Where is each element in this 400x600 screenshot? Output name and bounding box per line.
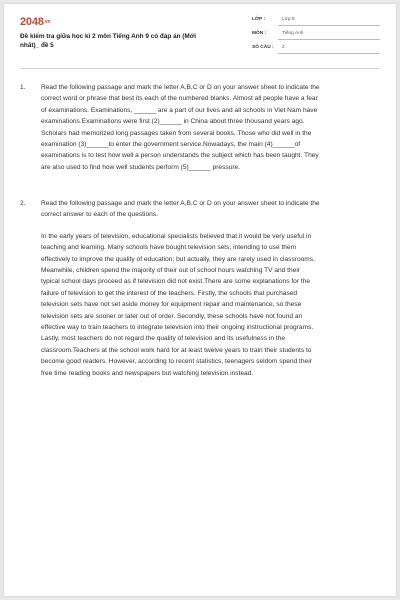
meta-value: Tiếng Anh bbox=[282, 31, 304, 36]
text-line: Read the following passage and mark the letter A,B,C or D on your answer sheet to indicate the bbox=[41, 200, 320, 207]
text-line: Read the following passage and mark the letter A,B,C or D on your answer sheet to indicate the bbox=[41, 84, 320, 91]
passage-line: typical school days proceed as if television did not exist.There are some explanations for the bbox=[41, 278, 311, 286]
passage-line: Lastly, most teachers do not regard the quality of television and its usefulness in the bbox=[41, 335, 285, 343]
passage-line: television sets have not set aside money for equipment repair and maintenance, so these bbox=[41, 301, 302, 309]
document-page bbox=[4, 4, 396, 596]
meta-key: SỐ CÂU : bbox=[252, 45, 274, 50]
logo-text: 2048 bbox=[20, 16, 44, 28]
logo-suffix: .vn bbox=[43, 19, 51, 26]
question-number: 1. bbox=[20, 84, 26, 91]
meta-underline bbox=[278, 39, 380, 40]
passage-line: free time reading books and newspapers but watching television instead. bbox=[41, 369, 254, 377]
document-title bbox=[20, 32, 235, 50]
meta-value: 2 bbox=[282, 45, 285, 50]
question-1 bbox=[20, 82, 380, 173]
meta-key: LỚP : bbox=[252, 17, 266, 22]
passage-line: classroom.Teachers at the school work hard for at least twelve years to train their students to bbox=[41, 346, 312, 354]
header-divider bbox=[20, 68, 380, 69]
meta-row-subject bbox=[252, 31, 380, 45]
text-line: Scholars had memorized long passages taken from several books. Those who did well in the bbox=[41, 129, 312, 137]
passage-line: effective way to train teachers to integrate television into their ongoing instructional programs. bbox=[41, 324, 314, 332]
meta-underline bbox=[278, 25, 380, 26]
passage-line: Meanwhile, children spend the majority of their out of school hours watching TV and their bbox=[41, 267, 301, 275]
meta-block bbox=[252, 17, 380, 59]
question-text bbox=[41, 198, 380, 379]
meta-row-count bbox=[252, 45, 380, 59]
passage-line: teaching and learning. Many schools have bought television sets, intending to use them bbox=[41, 244, 297, 252]
meta-key: MÔN : bbox=[252, 31, 267, 36]
question-number: 2. bbox=[20, 200, 26, 207]
text-line: correct word or phrase that best its each of the numbered blanks. Almost all people have a fear bbox=[41, 95, 318, 103]
text-line: are also used to find how well students perform (5)______ pressure. bbox=[41, 163, 241, 171]
passage-line: effectively to improve the quality of education; but actually, they are rarely used in classrooms. bbox=[41, 255, 315, 263]
text-line: examination (3)______to enter the government service.Nowadays, the main (4)______of bbox=[41, 141, 301, 149]
passage-line: In the early years of television, educational specialists believed that it would be very useful in bbox=[41, 232, 312, 240]
text-line: correct answer to each of the questions. bbox=[41, 211, 158, 219]
text-line: of examinations. Examinations, ______ are a part of our lives and all schools in Viet Nam have bbox=[41, 106, 318, 114]
title-line: nhất)_ đề 5 bbox=[20, 42, 54, 49]
text-line: examinations is to test how well a person understands the subject which has been taught. They bbox=[41, 152, 319, 160]
meta-underline bbox=[278, 53, 380, 54]
text-line: examinations.Examinations were first (2)______ in China about three thousand years ago. bbox=[41, 118, 305, 126]
passage-line: failure of television to get the interest of the teachers. Firstly, the schools that purchased bbox=[41, 289, 298, 297]
title-line: Đề kiểm tra giữa học kì 2 môn Tiếng Anh 9 có đáp án (Mới bbox=[20, 33, 197, 40]
meta-value: Lớp 9 bbox=[282, 17, 295, 22]
question-2 bbox=[20, 198, 380, 379]
reading-passage bbox=[41, 231, 380, 379]
meta-row-class bbox=[252, 17, 380, 31]
question-text bbox=[41, 82, 380, 173]
page-header bbox=[4, 4, 396, 62]
passage-line: television sets are sooner or later out of order. Secondly, these schools have not found an bbox=[41, 312, 303, 320]
passage-line: become good readers. However, according to recent statistics, teenagers seldom spend their bbox=[41, 358, 312, 366]
site-logo[interactable] bbox=[20, 16, 50, 28]
